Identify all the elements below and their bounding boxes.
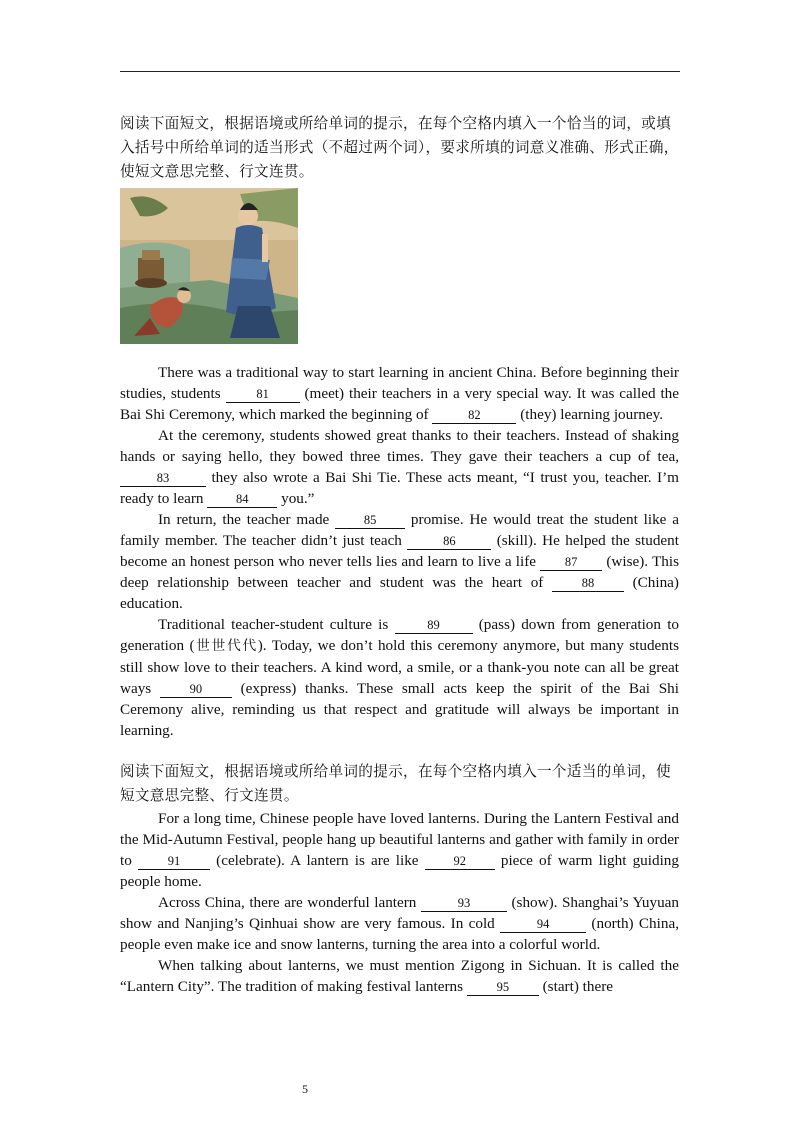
blank-84[interactable]: 84 — [207, 492, 277, 508]
document-body — [120, 112, 679, 997]
blank-81[interactable]: 81 — [226, 387, 300, 403]
s2-paragraph-1: For a long time, Chinese people have loved lanterns. During the Lantern Festival and the Mid-Autumn Festival, people hang up beautiful lanterns and gather with family in order to 91 (celebrate). A lantern is are like 92 piece of warm light guiding people home. — [120, 810, 679, 890]
blank-87[interactable]: 87 — [540, 555, 602, 571]
blank-94[interactable]: 94 — [500, 917, 586, 933]
blank-92[interactable]: 92 — [425, 854, 495, 870]
s2-paragraph-2: Across China, there are wonderful lantern 93 (show). Shanghai’s Yuyuan show and Nanjing’s Qinhuai show are very famous. In cold 94 (north) China, people even make ice and snow lanterns, turning the area into a colorful world. — [120, 894, 680, 953]
blank-83[interactable]: 83 — [120, 471, 206, 487]
s1-paragraph-3: In return, the teacher made 85 promise. He would treat the student like a family member. The teacher didn’t just teach 86 (skill). He helped the student become an honest person who never tells lies and learn to live a life 87 (wise). This deep relationship between teacher and student was the heart of 88 (China) education. — [120, 511, 679, 612]
page-number: 5 — [302, 1082, 308, 1096]
blank-82[interactable]: 82 — [432, 408, 516, 424]
blank-86[interactable]: 86 — [407, 534, 491, 550]
section2-instruction: 阅读下面短文，根据语境或所给单词的提示，在每个空格内填入一个适当的单词，使短文意思完整、行文连贯。 — [120, 763, 672, 804]
blank-88[interactable]: 88 — [552, 576, 624, 592]
ceremony-painting — [120, 188, 298, 344]
header-rule — [120, 71, 680, 72]
s1-paragraph-2: At the ceremony, students showed great thanks to their teachers. Instead of shaking hands or saying hello, they bowed three times. They gave their teachers a cup of tea, 83 they also wrote a Bai Shi Tie. These acts meant, “I trust you, teacher. I’m ready to learn 84 you.” — [120, 427, 679, 507]
s2-paragraph-3: When talking about lanterns, we must mention Zigong in Sichuan. It is called the “Lantern City”. The tradition of making festival lanterns 95 (start) there — [120, 957, 679, 995]
blank-91[interactable]: 91 — [138, 854, 210, 870]
s1-paragraph-4: Traditional teacher-student culture is 89 (pass) down from generation to generation (世世代代). Today, we don’t hold this ceremony anymore, but many students still show love to their teachers. A kind word, a smile, or a thank-you note can all be great ways 90 (express) thanks. These small acts keep the spirit of the Bai Shi Ceremony alive, reminding us that respect and gratitude will always be important in learning. — [120, 616, 680, 739]
blank-85[interactable]: 85 — [335, 513, 405, 529]
s1-paragraph-1: There was a traditional way to start learning in ancient China. Before beginning their studies, students 81 (meet) their teachers in a very special way. It was called the Bai Shi Ceremony, which marked the beginning of 82 (they) learning journey. — [120, 364, 679, 423]
blank-89[interactable]: 89 — [395, 618, 473, 634]
blank-90[interactable]: 90 — [160, 682, 232, 698]
blank-93[interactable]: 93 — [421, 896, 507, 912]
blank-95[interactable]: 95 — [467, 980, 539, 996]
section1-instruction: 阅读下面短文，根据语境或所给单词的提示，在每个空格内填入一个恰当的词，或填入括号中所给单词的适当形式（不超过两个词），要求所填的词意义准确、形式正确，使短文意思完整、行文连贯。 — [120, 115, 679, 180]
